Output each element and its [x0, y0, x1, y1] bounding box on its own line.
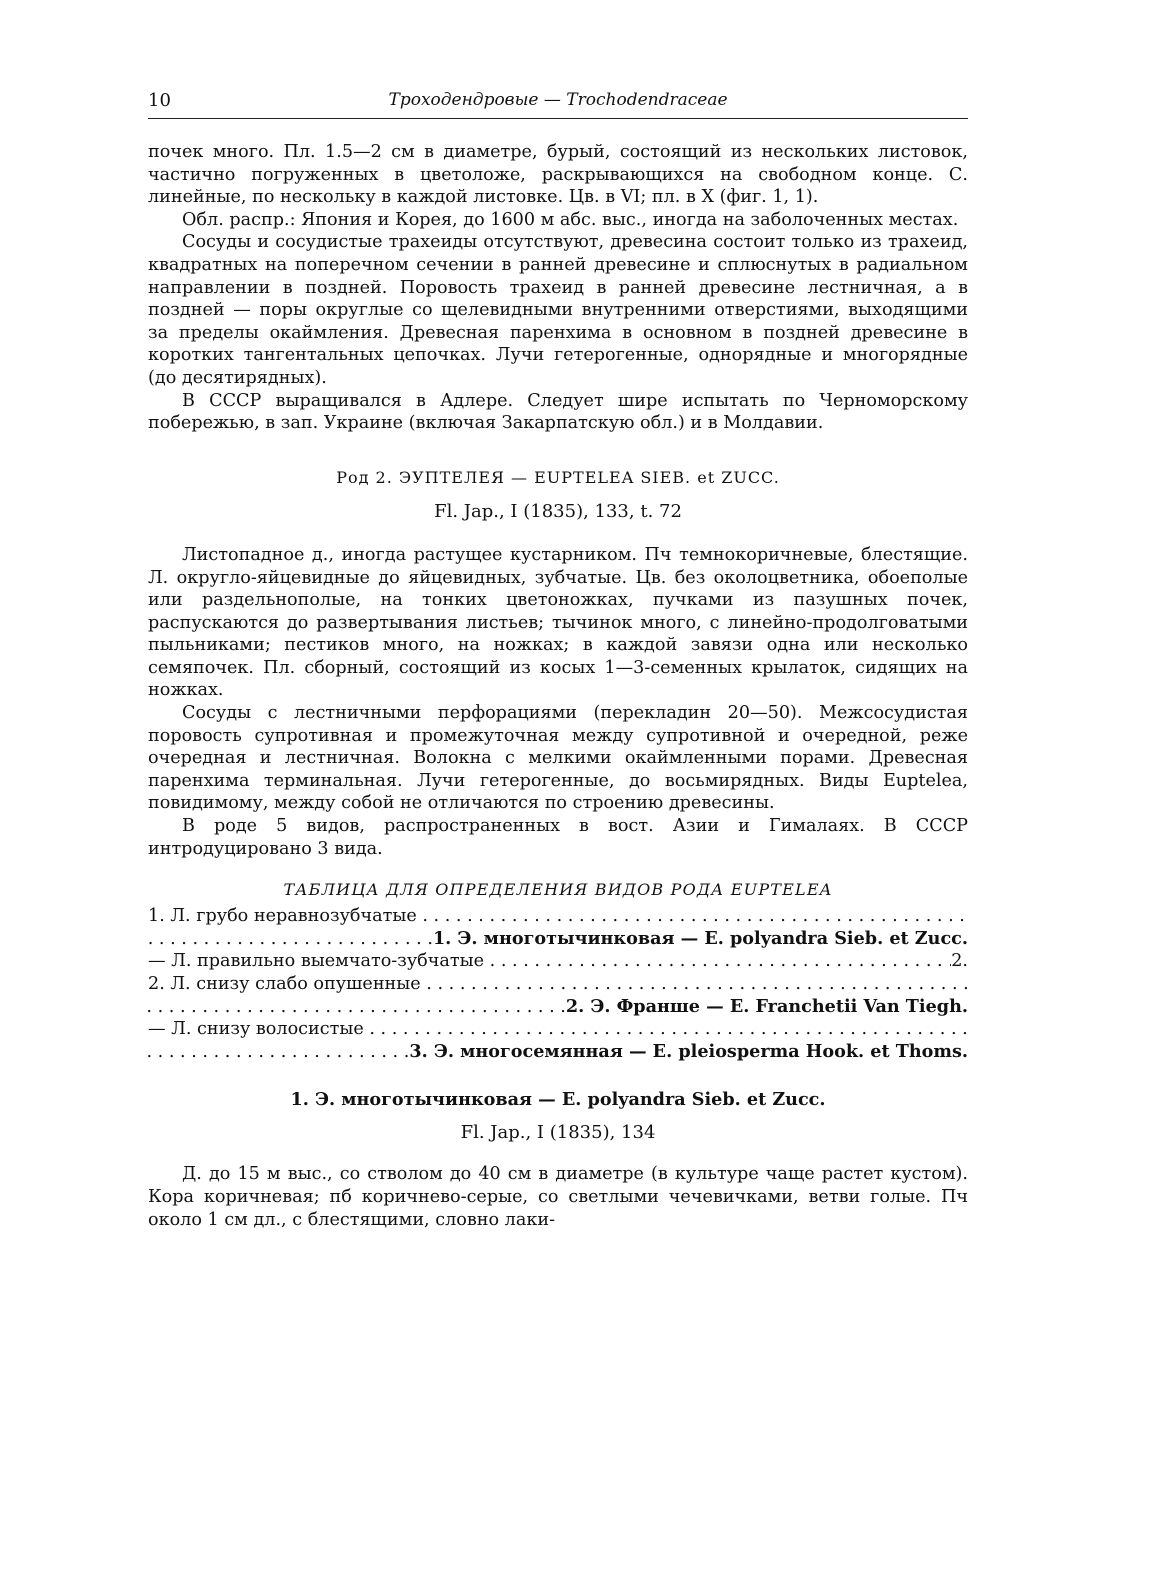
key-row — [148, 928, 968, 951]
body-text — [148, 141, 968, 860]
key-row — [148, 950, 968, 973]
key-lead: 1. Л. грубо неравнозубчатые . . . — [148, 905, 968, 928]
dot-leader — [148, 996, 566, 1019]
paragraph: В СССР выращивался в Адлере. Следует шире испытать по Черноморскому побережью, в зап. Украине (включая Закарпатскую обл.) и в Молдавии. — [148, 390, 968, 434]
key-row — [148, 905, 968, 928]
running-title: Троходендровые — Trochodendraceae — [388, 90, 728, 110]
dot-leader — [148, 1041, 409, 1064]
paragraph: В роде 5 видов, распространенных в вост. Азии и Гималаях. В СССР интродуцировано 3 вида. — [148, 816, 968, 859]
key-lead: 2. Л. снизу слабо опушенные . . . — [148, 973, 968, 996]
page — [148, 88, 968, 1231]
page-header — [148, 88, 968, 119]
genus-heading: Род 2. ЭУПТЕЛЕЯ — EUPTELEA SIEB. et ZUCC. — [336, 467, 780, 487]
key-row — [148, 1041, 968, 1064]
paragraph: Сосуды с лестничными перфорациями (перекладин 20—50). Межсосудистая поровость супротивная и промежуточная между супротивной и очередной, реже очередная и лестничная. Волокна с мелкими окаймленными порами. Древесная паренхима терминальная. Лучи гетерогенные, до восьмирядных. Виды Euptelea, повидимому, между собой не отличаются по строению древесины. — [148, 703, 968, 814]
key-lead: — Л. снизу волосистые . . . — [148, 1018, 968, 1041]
key-row — [148, 1018, 968, 1041]
species-reference: Fl. Jap., I (1835), 134 — [460, 1122, 656, 1144]
key-lead: — Л. правильно выемчато-зубчатые . . . — [148, 950, 951, 973]
key-result: 3. Э. многосемянная — E. pleiosperma Hook. et Thoms. — [409, 1040, 968, 1062]
paragraph: Обл. распр.: Япония и Корея, до 1600 м абс. выс., иногда на заболоченных местах. — [182, 209, 959, 230]
key-row — [148, 996, 968, 1019]
paragraph: Сосуды и сосудистые трахеиды отсутствуют, древесина состоит только из трахеид, квадратных на поперечном сечении в ранней древесине и сплюснутых в радиальном направлении в поздней. Поровость трахеид в ранней древесине лестничная, а в поздней — поры округлые со щелевидными внутренними отверстиями, выходящими за пределы окаймления. Древесная паренхима в основном в поздней древесине в коротких тангентальных цепочках. Лучи гетерогенные, однорядные и многорядные (до десятирядных). — [148, 232, 968, 388]
key-result: 2. Э. Франше — E. Franchetii Van Tiegh. — [565, 995, 968, 1017]
identification-key — [148, 905, 968, 1063]
paragraph: Д. до 15 м выс., со стволом до 40 см в диаметре (в культуре чаще растет кустом). Кора коричневая; пб коричнево-серые, со светлыми чечевичками, ветви голые. Пч около 1 см дл., с блестящими, словно лаки- — [148, 1164, 968, 1230]
dot-leader — [148, 928, 433, 951]
paragraph: Листопадное д., иногда растущее кустарником. Пч темнокоричневые, блестящие. Л. округло-яйцевидные до яйцевидных, зубчатые. Цв. без околоцветника, обоеполые или раздельнополые, на тонких цветоножках, пучками из пазушных почек, распускаются до развертывания листьев; тычинок много, с линейно-продолговатыми пыльниками; пестиков много, на ножках; в каждой завязи одна или несколько семяпочек. Пл. сборный, состоящий из косых 1—3-семенных крылаток, сидящих на ножках. — [148, 544, 968, 701]
genus-reference: Fl. Jap., I (1835), 133, t. 72 — [434, 501, 682, 523]
key-title: ТАБЛИЦА ДЛЯ ОПРЕДЕЛЕНИЯ ВИДОВ РОДА EUPTELEA — [283, 880, 833, 900]
body-text — [148, 1163, 968, 1231]
species-heading: 1. Э. многотычинковая — E. polyandra Sieb. et Zucc. — [290, 1089, 826, 1111]
key-step: 2. — [951, 951, 968, 972]
key-row — [148, 973, 968, 996]
page-number: 10 — [148, 90, 171, 111]
key-result: 1. Э. многотычинковая — E. polyandra Sieb. et Zucc. — [432, 927, 968, 949]
paragraph: почек много. Пл. 1.5—2 см в диаметре, бурый, состоящий из нескольких листовок, частично погруженных в цветоложе, раскрывающихся на свободном конце. С. линейные, по нескольку в каждой листовке. Цв. в VI; пл. в X (фиг. 1, 1). — [148, 142, 968, 208]
